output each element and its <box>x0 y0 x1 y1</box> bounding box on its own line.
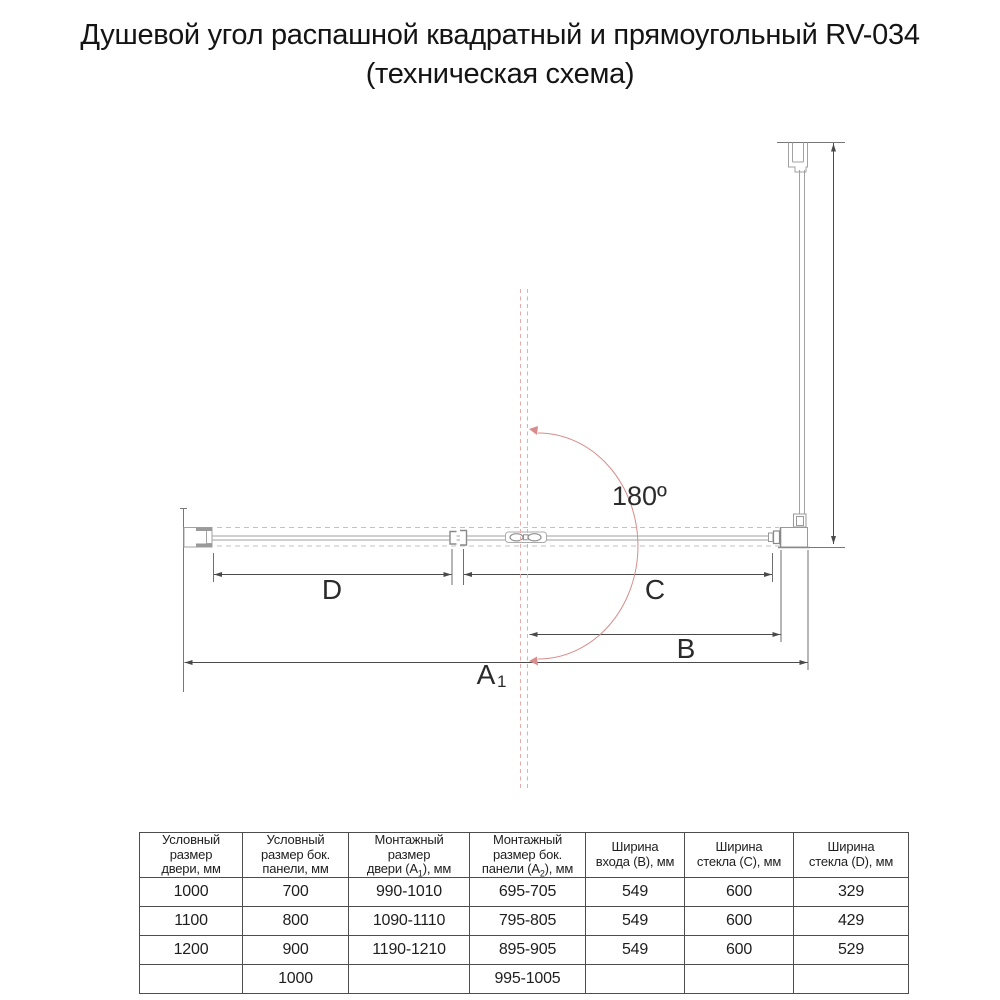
spec-table-header-row <box>140 833 909 878</box>
table-cell: 795-805 <box>470 907 586 936</box>
table-cell <box>685 965 794 994</box>
table-cell: 600 <box>685 878 794 907</box>
table-cell: 549 <box>586 907 685 936</box>
dimension-line-b <box>530 632 781 637</box>
table-cell: 800 <box>243 907 349 936</box>
spec-table <box>139 832 909 994</box>
table-cell: 1090-1110 <box>349 907 470 936</box>
column-header-3: Монтажный размер двери $(A_1)$, мм <box>349 833 470 878</box>
corner-post <box>778 528 810 548</box>
table-cell: 549 <box>586 936 685 965</box>
door-end-magnet-profile <box>769 531 780 544</box>
dim-d-label: D <box>321 574 343 605</box>
dimension-line-side-panel <box>831 143 836 544</box>
dim-c-label: C <box>644 574 666 605</box>
column-header-4: Монтажный размер бок. панели $(A_2)$, мм <box>470 833 586 878</box>
door-guide-dashed-lines <box>217 528 779 547</box>
table-cell: 695-705 <box>470 878 586 907</box>
table-cell <box>140 965 243 994</box>
table-cell: 329 <box>794 878 909 907</box>
table-cell: 1190-1210 <box>349 936 470 965</box>
table-row-4 <box>140 965 909 994</box>
column-header-1: Условный размер двери, мм <box>140 833 243 878</box>
table-cell: 429 <box>794 907 909 936</box>
dim-a1-label: A <box>476 659 496 690</box>
extension-lines <box>214 548 846 671</box>
table-row-3 <box>140 936 909 965</box>
table-cell <box>586 965 685 994</box>
table-row-2 <box>140 907 909 936</box>
spec-table-body <box>140 878 909 994</box>
door-handle <box>506 532 547 543</box>
table-cell: 700 <box>243 878 349 907</box>
door-glass <box>212 536 780 540</box>
table-cell: 600 <box>685 936 794 965</box>
table-cell: 895-905 <box>470 936 586 965</box>
left-wall-profile <box>184 528 212 548</box>
table-cell <box>794 965 909 994</box>
table-cell: 600 <box>685 907 794 936</box>
table-row-1 <box>140 878 909 907</box>
table-cell: 990-1010 <box>349 878 470 907</box>
page-subtitle: (техническая схема) <box>365 58 635 90</box>
dim-a1-subscript: 1 <box>497 672 507 691</box>
corner-top-clamp <box>794 514 807 527</box>
table-cell <box>349 965 470 994</box>
top-wall-profile <box>789 143 808 173</box>
angle-label: 180º <box>612 481 667 511</box>
column-header-7: Ширина стекла (D), мм <box>794 833 909 878</box>
table-cell: 995-1005 <box>470 965 586 994</box>
glass-connector-hinge <box>450 531 467 546</box>
table-cell: 900 <box>243 936 349 965</box>
column-header-5: Ширина входа (B), мм <box>586 833 685 878</box>
table-cell: 1200 <box>140 936 243 965</box>
table-cell: 529 <box>794 936 909 965</box>
table-cell: 549 <box>586 878 685 907</box>
dim-b-label: B <box>676 633 696 664</box>
table-cell: 1000 <box>243 965 349 994</box>
table-cell: 1000 <box>140 878 243 907</box>
page-title: Душевой угол распашной квадратный и прямоугольный RV-034 <box>80 19 920 51</box>
dimension-line-c <box>464 572 772 577</box>
column-header-6: Ширина стекла (C), мм <box>685 833 794 878</box>
table-cell: 1100 <box>140 907 243 936</box>
side-panel-glass <box>800 170 805 516</box>
dimension-line-a1 <box>185 660 808 665</box>
column-header-2: Условный размер бок. панели, мм <box>243 833 349 878</box>
